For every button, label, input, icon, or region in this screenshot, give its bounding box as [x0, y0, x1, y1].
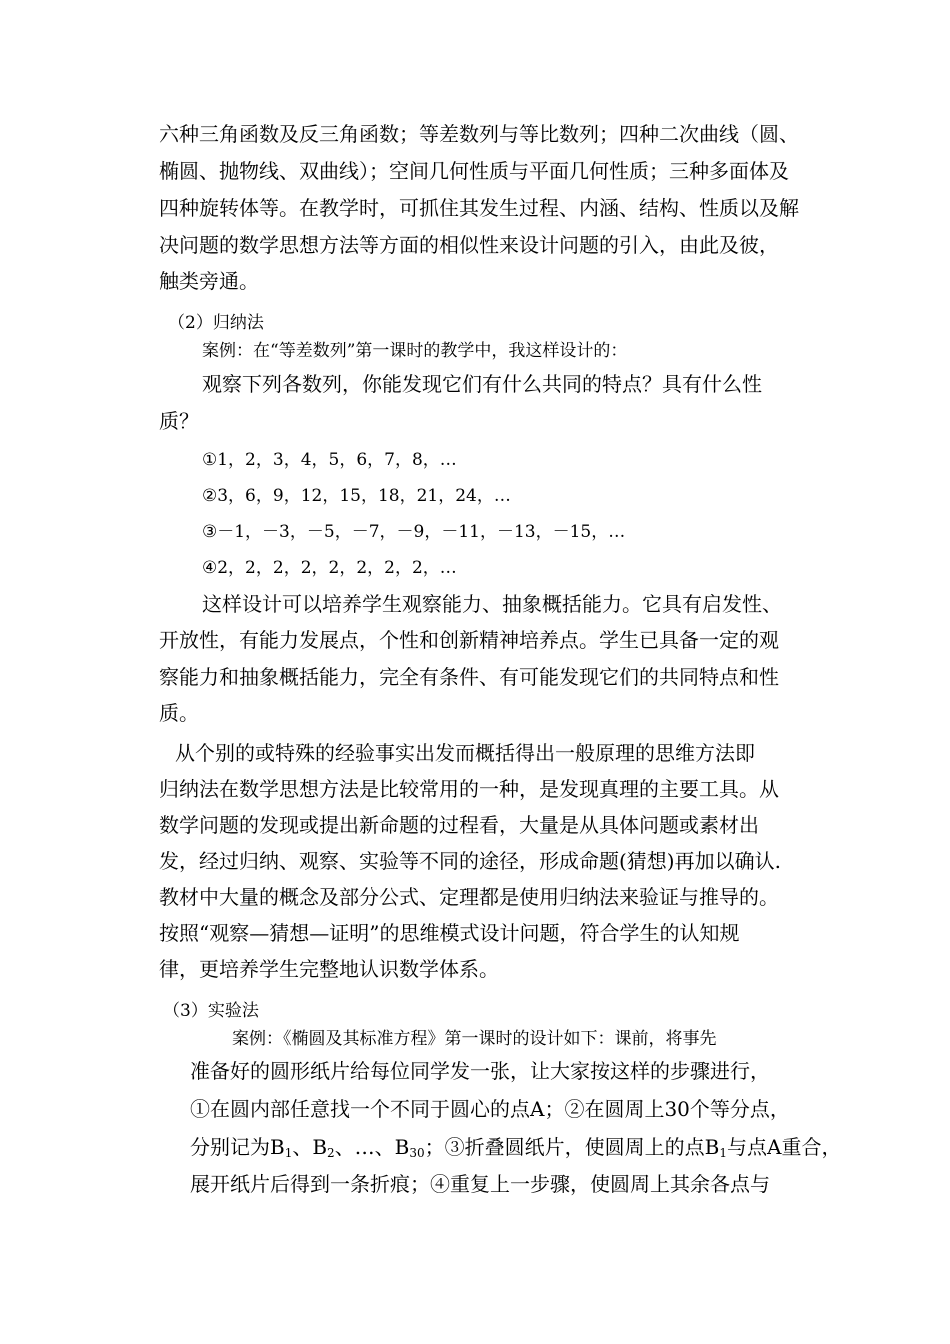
- case-line: 案例：《椭圆及其标准方程》第一课时的设计如下：课前，将事先: [232, 1029, 717, 1049]
- paragraph-line: 椭圆、抛物线、双曲线）；空间几何性质与平面几何性质；三种多面体及: [159, 159, 789, 183]
- case-line: 分别记为$B_1$、$B_2$、…、$B_{30}$；③折叠圆纸片，使圆周上的点$B_1$与点A重合，: [190, 1135, 842, 1160]
- paragraph-line: 归纳法在数学思想方法是比较常用的一种，是发现真理的主要工具。从: [159, 777, 779, 801]
- sequence-line: ②3，6，9，12，15，18，21，24，…: [202, 486, 511, 506]
- paragraph-line: 四种旋转体等。在教学时，可抓住其发生过程、内涵、结构、性质以及解: [159, 196, 799, 220]
- paragraph-line: 质。: [159, 701, 199, 725]
- question-line: 质？: [159, 409, 199, 433]
- question-line: 观察下列各数列，你能发现它们有什么共同的特点？具有什么性: [202, 372, 762, 396]
- sequence-line: ③－1，－3，－5，－7，－9，－11，－13，－15，…: [202, 522, 626, 542]
- paragraph-line: 数学问题的发现或提出新命题的过程看，大量是从具体问题或素材出: [159, 813, 759, 837]
- section-heading: （3）实验法: [163, 1001, 259, 1021]
- sequence-line: ①1，2，3，4，5，6，7，8，…: [202, 450, 457, 470]
- case-intro: 案例：在“等差数列”第一课时的教学中，我这样设计的：: [202, 341, 628, 361]
- paragraph-line: 开放性，有能力发展点，个性和创新精神培养点。学生已具备一定的观: [159, 628, 779, 652]
- paragraph-line: 从个别的或特殊的经验事实出发而概括得出一般原理的思维方法即: [175, 741, 755, 765]
- paragraph-line: 察能力和抽象概括能力，完全有条件、有可能发现它们的共同特点和性: [159, 665, 779, 689]
- case-line: 展开纸片后得到一条折痕；④重复上一步骤，使圆周上其余各点与: [190, 1172, 770, 1196]
- paragraph-line: 发，经过归纳、观察、实验等不同的途径，形成命题(猜想)再加以确认.: [159, 849, 781, 873]
- case-line: ①在圆内部任意找一个不同于圆心的点A；②在圆周上30个等分点，: [190, 1097, 790, 1121]
- paragraph-line: 律，更培养学生完整地认识数学体系。: [159, 957, 499, 981]
- sequence-line: ④2，2，2，2，2，2，2，2，…: [202, 558, 457, 578]
- paragraph-line: 触类旁通。: [159, 269, 259, 293]
- paragraph-line: 教材中大量的概念及部分公式、定理都是使用归纳法来验证与推导的。: [159, 885, 779, 909]
- section-heading: （2）归纳法: [168, 313, 264, 333]
- paragraph-line: 六种三角函数及反三角函数；等差数列与等比数列；四种二次曲线（圆、: [159, 122, 799, 146]
- paragraph-line: 决问题的数学思想方法等方面的相似性来设计问题的引入，由此及彼，: [159, 233, 779, 257]
- paragraph-line: 这样设计可以培养学生观察能力、抽象概括能力。它具有启发性、: [202, 592, 782, 616]
- case-line: 准备好的圆形纸片给每位同学发一张，让大家按这样的步骤进行，: [190, 1059, 770, 1083]
- paragraph-line: 按照“观察—猜想—证明”的思维模式设计问题，符合学生的认知规: [159, 921, 740, 945]
